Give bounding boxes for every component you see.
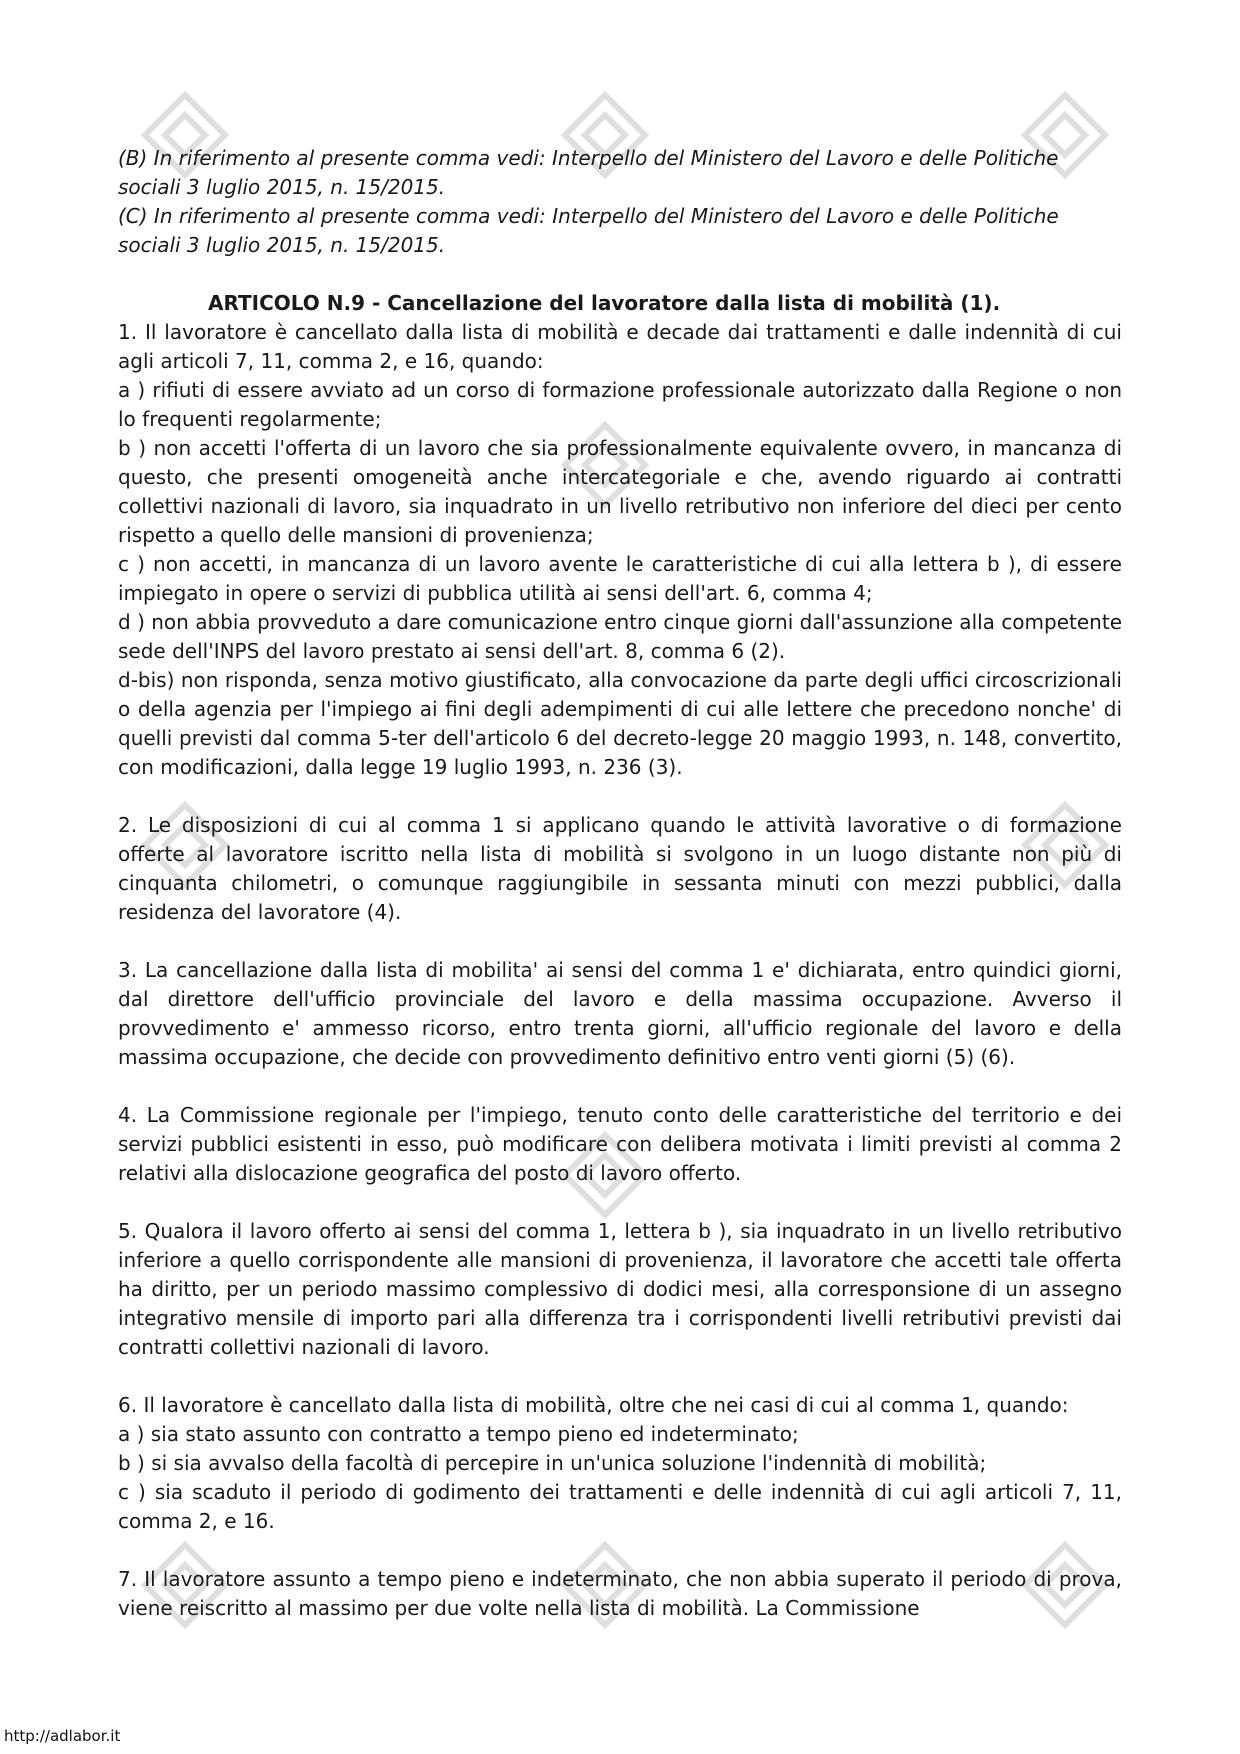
comma-1-item-c: c ) non accetti, in mancanza di un lavoro avente le caratteristiche di cui alla lettera b ), di essere impiegato in opere o servizi di pubblica utilità ai sensi dell'art. 6, comma 4; <box>118 552 1122 605</box>
comma-6-item-a: a ) sia stato assunto con contratto a tempo pieno ed indeterminato; <box>118 1422 799 1446</box>
comma-5: 5. Qualora il lavoro offerto ai sensi del comma 1, lettera b ), sia inquadrato in un livello retributivo inferiore a quello corrispondente alle mansioni di provenienza, il lavoratore che accetti tale offerta ha diritto, per un periodo massimo complessivo di dodici mesi, alla corresponsione di un assegno integrativo mensile di importo pari alla differenza tra i corrispondenti livelli retributivi previsti dai contratti collettivi nazionali di lavoro. <box>118 1219 1122 1359</box>
comma-2: 2. Le disposizioni di cui al comma 1 si applicano quando le attività lavorative o di formazione offerte al lavoratore iscritto nella lista di mobilità si svolgono in un luogo distante non più di cinquanta chilometri, o comunque raggiungibile in sessanta minuti con mezzi pubblici, dalla residenza del lavoratore (4). <box>118 813 1122 924</box>
footnote-c: (C) In riferimento al presente comma vedi: Interpello del Ministero del Lavoro e delle Politiche sociali 3 luglio 2015, n. 15/2015. <box>118 204 1059 257</box>
comma-1-item-a: a ) rifiuti di essere avviato ad un corso di formazione professionale autorizzato dalla Regione o non lo frequenti regolarmente; <box>118 378 1122 431</box>
comma-1-item-b: b ) non accetti l'offerta di un lavoro che sia professionalmente equivalente ovvero, in mancanza di questo, che presenti omogeneità anche intercategoriale e che, avendo riguardo ai contratti collettivi nazionali di lavoro, sia inquadrato in un livello retributivo non inferiore del dieci per cento rispetto a quello delle mansioni di provenienza; <box>118 436 1122 547</box>
footnote-b: (B) In riferimento al presente comma vedi: Interpello del Ministero del Lavoro e delle Politiche sociali 3 luglio 2015, n. 15/2015. <box>118 146 1059 199</box>
comma-1-item-d-bis: d-bis) non risponda, senza motivo giustificato, alla convocazione da parte degli uffici circoscrizionali o della agenzia per l'impiego ai fini degli adempimenti di cui alle lettere che precedono nonche' di quelli previsti dal comma 5-ter dell'articolo 6 del decreto-legge 20 maggio 1993, n. 148, convertito, con modificazioni, dalla legge 19 luglio 1993, n. 236 (3). <box>118 668 1122 779</box>
comma-4: 4. La Commissione regionale per l'impiego, tenuto conto delle caratteristiche del territorio e dei servizi pubblici esistenti in esso, può modificare con delibera motivata i limiti previsti al comma 2 relativi alla dislocazione geografica del posto di lavoro offerto. <box>118 1103 1122 1185</box>
comma-7: 7. Il lavoratore assunto a tempo pieno e indeterminato, che non abbia superato il periodo di prova, viene reiscritto al massimo per due volte nella lista di mobilità. La Commissione <box>118 1567 1122 1620</box>
comma-1-item-d: d ) non abbia provveduto a dare comunicazione entro cinque giorni dall'assunzione alla competente sede dell'INPS del lavoro prestato ai sensi dell'art. 8, comma 6 (2). <box>118 610 1122 663</box>
comma-6-item-c: c ) sia scaduto il periodo di godimento dei trattamenti e delle indennità di cui agli articoli 7, 11, comma 2, e 16. <box>118 1480 1122 1533</box>
comma-3: 3. La cancellazione dalla lista di mobilita' ai sensi del comma 1 e' dichiarata, entro quindici giorni, dal direttore dell'ufficio provinciale del lavoro e della massima occupazione. Avverso il provvedimento e' ammesso ricorso, entro trenta giorni, all'ufficio regionale del lavoro e della massima occupazione, che decide con provvedimento definitivo entro venti giorni (5) (6). <box>118 958 1122 1069</box>
article-title: ARTICOLO N.9 - Cancellazione del lavoratore dalla lista di mobilità (1). <box>208 291 1001 315</box>
comma-6-item-b: b ) si sia avvalso della facoltà di percepire in un'unica soluzione l'indennità di mobilità; <box>118 1451 987 1475</box>
document-body <box>118 144 1122 1623</box>
footer-link[interactable]: http://adlabor.it <box>4 1727 121 1745</box>
comma-6-intro: 6. Il lavoratore è cancellato dalla lista di mobilità, oltre che nei casi di cui al comma 1, quando: <box>118 1393 1069 1417</box>
comma-1-intro: 1. Il lavoratore è cancellato dalla lista di mobilità e decade dai trattamenti e dalle indennità di cui agli articoli 7, 11, comma 2, e 16, quando: <box>118 320 1122 373</box>
